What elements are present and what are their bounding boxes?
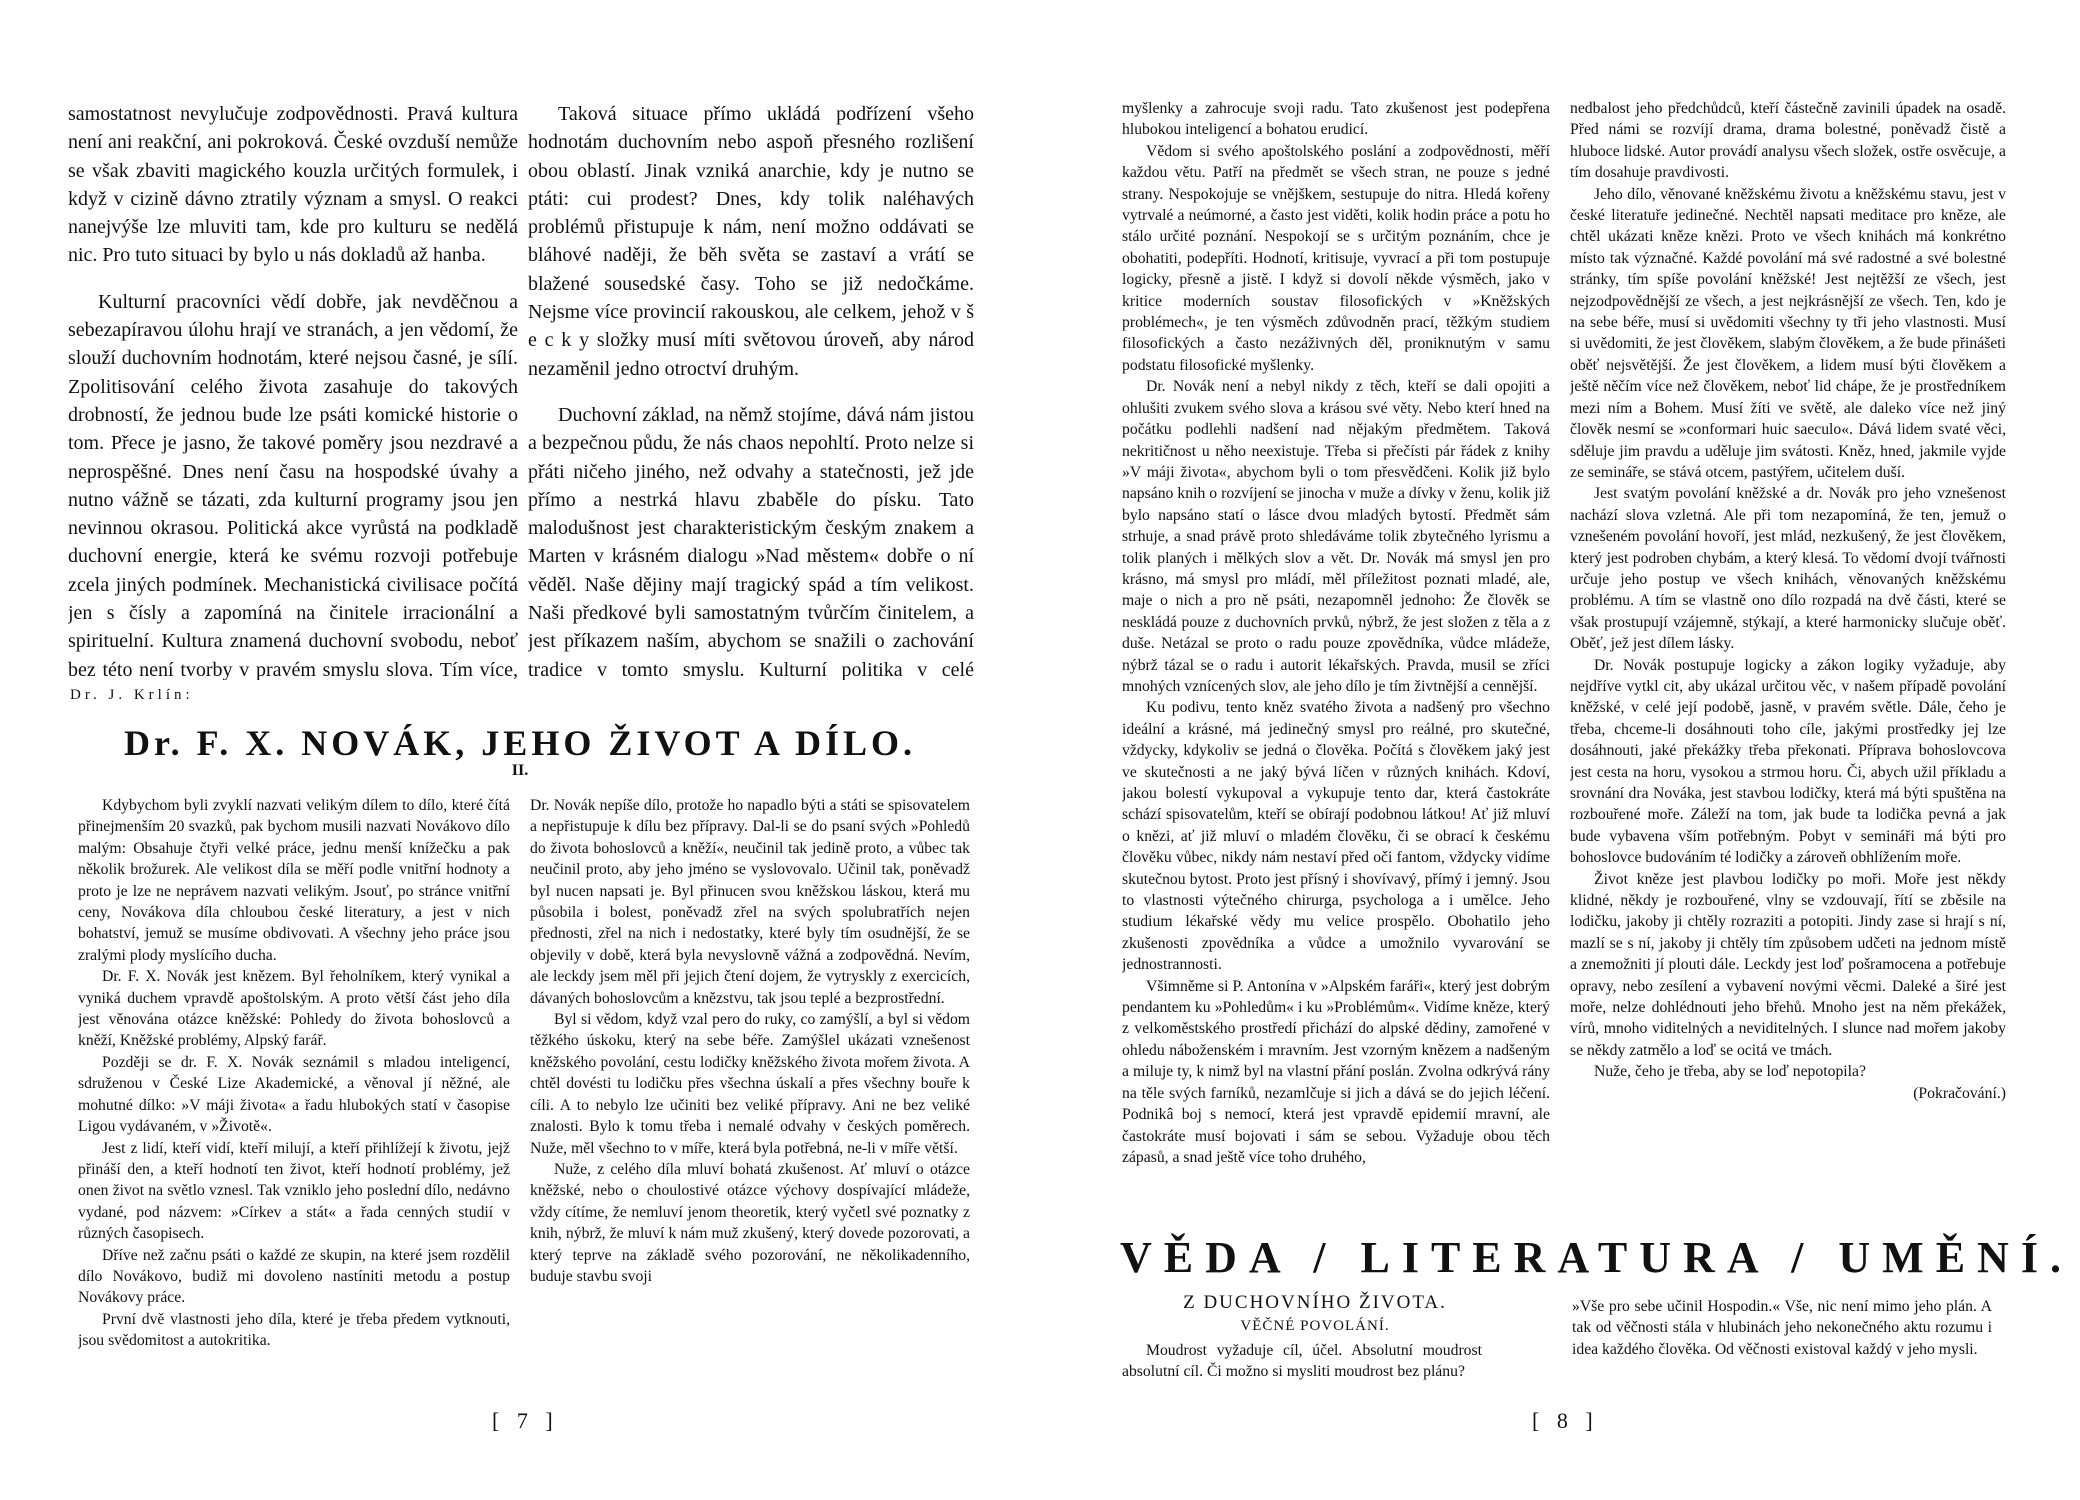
paragraph: Ku podivu, tento kněz svatého života a nadšený pro všechno ideální a krásné, má jedinečný smysl pro reálné, pro skutečné, vždycky, kdykoliv se jedná o člověka. Počítá s člověkem jaký jest ve skutečnosti a ne jaký bývá líčen v různých knihách. Kdoví, jakou bolestí vykupoval a vykupuje tento dar, která častokráte schází spisovatelům, kteří se obírají podobnou látkou! Ať již mluví o knězi, ať již mluví o mladém člověku, či se obrací k českému člověku vůbec, nikdy nám nestaví před oči fantom, vždycky vidíme skutečnou bytost. Proto jest přísný i shovívavý, přímý i jemný. Jsou to vlastnosti výtečného chirurga, psychologa a i umělce. Jeho studium lékařské vědy mu velice prospělo. Obohatilo jeho zkušenosti zpovědníka a vůdce a umožnilo vyvarování se jednostrannosti. (1122, 699, 1550, 974)
paragraph: Dr. Novák postupuje logicky a zákon logiky vyžaduje, aby nejdříve vytkl cit, aby ukázal určitou věc, v našem případě povolání kněžské, v celé její podobě, jasně, v pravém světle. Dále, čeho je třeba, chceme-li dosáhnouti toho cíle, jakými prostředky jej lze dosáhnouti, jaké překážky třeba překonati. Příprava bohoslovcova jest cesta na horu, vysokou a strmou horu. Či, abych užil příkladu a srovnání dra Nováka, jest stavbou lodičky, která má býti spuštěna na rozbouřené moře. Záleží na tom, jak bude ta lodička pevná a jak bude vybavena vším potřebným. Pobyt v semináři má býti pro bohoslovce budováním té lodičky a zároveň obhlížením moře. (1570, 656, 2006, 867)
right-column-2 (1570, 98, 2006, 1210)
section-subheading: Z DUCHOVNÍHO ŽIVOTA. (1183, 1292, 1447, 1313)
paragraph: Kdybychom byli zvyklí nazvati velikým dílem to dílo, které čítá přinejmenším 20 svazků, pak bychom musili nazvati Novákovo dílo malým: Obsahuje čtyři velké práce, jednu menší knížečku a pak několik brožurek. Ale velikost díla se měří podle vnitřní hodnoty a proto je lze ne neprávem nazvati velikým. Jsouť, po stránce vnitřní ceny, Novákova díla chloubou české literatury, a jest v nich bohatství, jemuž se musíme obdivovati. A všechny jeho práce jsou zralými plody myslícího ducha. (78, 797, 510, 964)
paragraph: samostatnost nevylučuje zodpovědnosti. Pravá kultura není ani reakční, ani pokroková. České ovzduší nemůže se však zbaviti magického kouzla určitých formulek, i když v cizině dávno ztratily význam a smysl. O reakci nanejvýše lze mluviti tam, kde pro kulturu se nedělá nic. Pro tuto situaci by bylo u nás dokladů až hanba. (68, 103, 518, 267)
article-part: II. (511, 762, 529, 779)
paragraph: Byl si vědom, když vzal pero do ruky, co zamýšlí, a byl si vědom těžkého úskoku, který na sebe béře. Zamýšlel ukázati vznešenost kněžského povolání, cestu lodičky kněžského života mořem života. A chtěl dovésti tu lodičku přes všechna úskalí a přes všechny bouře k cíli. A to nebylo lze učiniti bez veliké přípravy. Ani ne bez veliké znalosti. Bylo k tomu třeba i nemalé odvahy v českých poměrech. Nuže, měl všechno to v míře, která byla potřebná, ne-li v míře větší. (530, 1011, 970, 1157)
paragraph: »Vše pro sebe učinil Hospodin.« Vše, nic není mimo jeho plán. A tak od věčnosti stála v hlubinách jeho nekonečného aktu rozumu i idea každého člověka. Od věčnosti existoval každý v jeho mysli. (1572, 1298, 1992, 1358)
right-column-4 (1572, 1296, 1992, 1396)
paragraph: Vědom si svého apoštolského poslání a zodpovědnosti, měří každou větu. Patří na předmět se všech stran, ne pouze s jedné strany. Nespokojuje se vnějškem, sestupuje do nitra. Hledá kořeny vytrvalé a neúmorné, a často jest viděti, kolik hodin práce a potu ho stálo určité poznání. Nespokojí se s určitým poznáním, chce je obohatiti, podepříti. Hodnotí, kritisuje, vyvrací a při tom postupuje logicky, přesně a jistě. I když si dovolí někde výsměch, jako v kritice moderních soustav filosofických v »Kněžských problémech«, je ten výsměch zdůvodněn prací, těžkým studiem filosofických a často nezáživných děl, proniknutým v samu podstatu filosofické myšlenky. (1122, 142, 1550, 374)
paragraph: Kulturní pracovníci vědí dobře, jak nevděčnou a sebezapíravou úlohu hrají ve stranách, a jen vědomí, že slouží duchovním hodnotám, které nejsou časné, je sílí. Zpolitisování celého života zasahuje do takových drobností, že jednou bude lze psáti komické historie o tom. Přece je jasno, že takové poměry jsou nezdravé a neprospěšné. Dnes není času na hospodské úvahy a nutno vážně se tázati, zda kulturní programy jsou jen nevinnou okrasou. Politická akce vyrůstá na podkladě duchovní energie, která ke svému rozvoji potřebuje zcela jiných podmínek. Mechanistická civilisace počítá jen s čísly a zapomíná na činitele irracionální a spirituelní. Kultura znamená duchovní svobodu, neboť bez této není tvorby v pravém smyslu slova. Tím více, (68, 290, 518, 680)
paragraph: První dvě vlastnosti jeho díla, které je třeba předem vytknouti, jsou svědomitost a autokritika. (78, 1310, 510, 1350)
paragraph: Život kněze jest plavbou lodičky po moři. Moře jest někdy klidné, někdy je rozbouřené, vlny se vzdouvají, řítí se zběsile na lodičku, jakoby ji chtěly rozraziti a potopiti. Jindy zase si hrají s ní, mazlí se s ní, jakoby ji chtěly tím způsobem udčeti na jednom místě a znemožniti jí plouti dále. Leckdy jest loď pošramocena a potřebuje opravy, nebo zesílení a vybavení novými věcmi. Daleké a širé jest moře, nelze dohlédnouti jeho břehů. Mnoho jest na něm překážek, vírů, mnoho viditelných a neviditelných. I slunce nad mořem jakoby se někdy zatmělo a loď se ocitá ve tmách. (1570, 870, 2006, 1059)
section-banner: VĚDA / LITERATURA / UMĚNÍ. (1120, 1233, 2073, 1282)
paragraph: Moudrost vyžaduje cíl, účel. Absolutní moudrost absolutní cíl. Či možno si mysliti moudrost bez plánu? (1122, 1342, 1482, 1381)
paragraph: Jeho dílo, věnované kněžskému životu a kněžskému stavu, jest v české literatuře jedinečné. Nechtěl napsati meditace pro kněze, ale chtěl ukázati kněze knězi. Proto ve všech knihách má konkrétno místo tak význačné. Každé povolání má své radostné a své bolestné stránky, tím spíše povolání kněžské! Jest nejtěžší ze všech, jest nejzodpovědnější ze všech, a jest nejkrásnější ze všech. Ten, kdo je na sebe béře, musí si uvědomiti všechny ty tři jeho vlastnosti. Musí si uvědomiti, že jest člověkem, slabým člověkem, a že bude přinášeti oběť nejsvětější. Že jest člověkem, a lidem musí býti člověkem a ještě něčím více než člověkem, neboť lid chápe, že je prostředníkem mezi ním a Bohem. Musí žíti ve světě, ale daleko více než jiný člověk nesmí se »conformari huic saeculo«. Dává lidem svaté věci, sděluje jim pravdu a uděluje jim svátosti. Kněz, hned, jakmile vyjde ze semináře, se stává otcem, pastýřem, učitelem duší. (1570, 185, 2006, 481)
paragraph: Později se dr. F. X. Novák seznámil s mladou inteligencí, sdruženou v České Lize Akademické, a věnoval jí něžné, ale mohutné dílko: »V máji života« a řadu hlubokých statí v časopise Ligou vydávaném, v »Životě«. (78, 1053, 510, 1136)
paragraph: Dr. Novák není a nebyl nikdy z těch, kteří se dali opojiti a ohlušiti zvukem svého slova a krásou své věty. Nebo kterí hned na počátku podlehli nadšení nad nějakým předmětem. Taková nekritičnost u něho neexistuje. Třeba si přečísti pár řádek z knihy »V máji života«, abychom byli o tom přesvědčeni. Kolik již bylo napsáno knih o rozvíjení se jinocha v muže a dívky v ženu, kolik již bylo napsáno statí o lásce dvou mladých bytostí. Předmět sám strhuje, a snad právě proto shledáváme tolik zbytečného lyrismu a tolik planých i mělkých slov a vět. Dr. Novák má smysl jen pro krásno, má smysl pro mládí, měl příležitost poznati mladé, ale, maje o nich a pro ně psáti, nezapomněl jednoho: Že člověk se neskládá pouze z duchovních prvků, nýbrž, že jest složen z těla a z duše. Netázal se proto o radu pouze zpovědníka, vůdce mládeže, nýbrž tázal se o radu i autorit lékařských. Pravda, musil se zříci mnohých vznícených slov, ale jeho dílo je tím živtnější a cennější. (1122, 378, 1550, 695)
left-column-1 (68, 100, 518, 680)
section-subsubheading: VĚČNÉ POVOLÁNÍ. (1240, 1318, 1390, 1334)
paragraph: Nuže, čeho je třeba, aby se loď nepotopila? (1594, 1063, 1866, 1081)
left-column-2 (528, 100, 974, 680)
page-number: [ 7 ] (492, 1408, 559, 1433)
continued-note: (Pokračování.) (1913, 1084, 2006, 1102)
left-column-3 (78, 795, 510, 1395)
paragraph: Nuže, z celého díla mluví bohatá zkušenost. Ať mluví o otázce kněžské, nebo o choulostivé otázce výchovy dospívající mládeže, vždy cítíme, že nemluví jenom theoretik, který vyčetl své poznatky z knih, nýbrž, že mluví k nám muž zkušený, který dovede pozorovati, a který teprve na základě svého pozorování, ne několikadenního, buduje stavbu svoji (530, 1160, 970, 1285)
right-column-1 (1122, 98, 1550, 1210)
paragraph: nedbalost jeho předchůdců, kteří částečně zavinili úpadek na osadě. Před námi se rozvíjí drama, drama bolestné, poněvadž čistě a hluboce lidské. Autor provádí analysu všech složek, ostře osvěcuje, a tím dosahuje pravdivosti. (1570, 100, 2006, 182)
paragraph: myšlenky a zahrocuje svoji radu. Tato zkušenost jest podepřena hlubokou inteligencí a bohatou erudicí. (1122, 100, 1550, 139)
paragraph: Všimněme si P. Antonína v »Alpském faráři«, který jest dobrým pendantem ku »Pohledům« i ku »Problémům«. Vidíme kněze, který z velkoměstského prostředí přichází do alpské dědiny, zamořené v ohledu náboženském i mravním. Jest vzorným knězem a nadšeným a miluje ty, k nimž byl na vlastní přání poslán. Zvolna odkrývá rány na těle svých farníků, nezamlčuje si jich a dává se do jejich léčení. Podnikâ boj s nemocí, která jest vpravdě epidemií mravní, ale častokráte musí bojovati i sám se sebou. Vyžaduje obou těch zápasů, a snad ještě více toho druhého, (1122, 977, 1550, 1166)
paragraph: Dr. Novák nepíše dílo, protože ho napadlo býti a státi se spisovatelem a nepřistupuje k dílu bez přípravy. Dal-li se do psaní svých »Pohledů do života bohoslovců a kněží«, neučinil tak jedině proto, a vůbec tak neučinil proto, aby jeho jméno se vyslovovalo. Učinil tak, poněvadž byl nucen napsati je. Byl přinucen svou kněžskou láskou, která mu působila i bolest, poněvadž zřel na svých spolubratřích nejen přednosti, zřel na nich i nedostatky, které byly tím osudnější, že se objevily v době, která byla nevyslovně vážná a zodpovědná. Nevím, ale leckdy jsem měl při jejich čtení dojem, že vytryskly z exercicích, dávaných bohoslovcům a knězstvu, tak jsou teplé a bezprostřední. (530, 797, 970, 1007)
paragraph: Dříve než začnu psáti o každé ze skupin, na které jsem rozdělil dílo Novákovo, budiž mi dovoleno nastíniti metodu a postup Novákovy práce. (78, 1246, 510, 1307)
paragraph: Jest svatým povolání kněžské a dr. Novák pro jeho vznešenost nachází slova vzletná. Ale při tom nezapomíná, že ten, jemuž o vznešeném povolání hovoří, jest mlád, nezkušený, že jest člověkem, který jest podroben chybám, a který klesá. To vědomí dvojí tvářnosti určuje jeho postup ve všech knihách, věnovaných kněžskému problému. A tím se vlastně ono dílo rozpadá na dvě části, které se však prostupují vzájemně, stýkají, a které harmonicky slučuje oběť. Oběť, jež jest dílem lásky. (1570, 485, 2006, 653)
paragraph: Duchovní základ, na němž stojíme, dává nám jistou a bezpečnou půdu, že nás chaos nepohltí. Proto nelze si přáti ničeho jiného, než odvahy a statečnosti, jež jde přímo a nestrká hlavu zbaběle do písku. Tato malodušnost jest charakteristickým českým znakem a Marten v krásném dialogu »Nad městem« dobře o ní věděl. Naše dějiny mají tragický spád a tím velikost. Naši předkové byli samostatným tvůrčím činitelem, a jest příkazem naším, abychom se snažili o zachování tradice v tomto smyslu. Kulturní politika v celé (528, 403, 974, 680)
right-column-3 (1122, 1340, 1482, 1400)
article-title: Dr. F. X. NOVÁK, JEHO ŽIVOT A DÍLO. (123, 723, 917, 763)
paragraph: Jest z lidí, kteří vidí, kteří milují, a kteří přihlížejí k životu, jejž přináší den, a kteří hodnotí ten život, kteří hodnotí problémy, jež onen život na světlo vznesl. Tak vzniklo jeho poslední dílo, nedávno vydané, pod názvem: »Církev a stát« a řada cenných studií v různých časopisech. (78, 1139, 510, 1243)
left-column-4 (530, 795, 970, 1395)
paragraph: Dr. F. X. Novák jest knězem. Byl řeholníkem, který vynikal a vyniká duchem vpravdě apoštolským. A proto větší část jeho díla jest věnována otázce kněžské: Pohledy do života bohoslovců a kněží, Kněžské problémy, Alpský farář. (78, 968, 510, 1050)
page-8 (1040, 0, 2080, 1500)
paragraph: Taková situace přímo ukládá podřízení všeho hodnotám duchovním nebo aspoň přesného rozlišení obou oblastí. Jinak vzniká anarchie, kdy je nutno se ptáti: cui prodest? Dnes, kdy tolik naléhavých problémů přistupuje k nám, není možno oddávati se bláhové naději, že běh světa se zastaví a vrátí se blažené sousedské časy. Toho se již nedočkáme. Nejsme více provincií rakouskou, ale celkem, jehož v š e c k y složky musí míti světovou úroveň, aby národ nezaměnil jedno otroctví druhým. (528, 103, 974, 380)
page-number: [ 8 ] (1532, 1408, 1599, 1433)
article-author: Dr. J. Krlín: (70, 687, 194, 703)
